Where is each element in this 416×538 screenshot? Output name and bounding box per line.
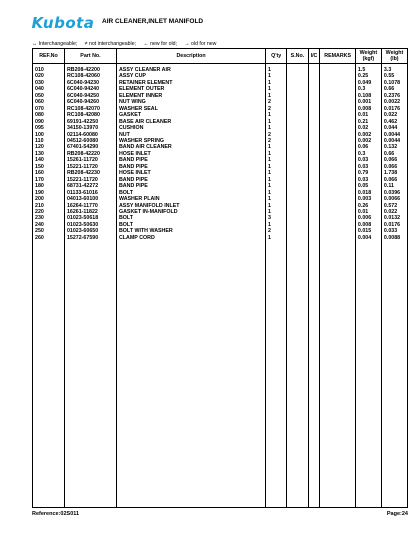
weight-kg-cell: 0.03 — [355, 177, 381, 183]
part-number-cell: 15221-11720 — [64, 177, 116, 183]
part-number-cell: RB208-42220 — [64, 151, 116, 157]
part-number-cell: 6C040-94240 — [64, 86, 116, 92]
ref-cell: 095 — [33, 125, 65, 131]
description-cell: ELEMENT OUTER — [116, 86, 265, 92]
qty-cell: 1 — [266, 209, 287, 215]
col-header-weight-lb: Weight (lb) — [381, 49, 407, 64]
weight-kg-cell: 0.03 — [355, 157, 381, 163]
ref-cell: 170 — [33, 177, 65, 183]
weight-lb-cell: 0.0396 — [381, 190, 407, 196]
part-number-cell: 16264-11770 — [64, 203, 116, 209]
weight-kg-cell: 0.004 — [355, 235, 381, 241]
part-number-cell: 04512-60080 — [64, 138, 116, 144]
qty-cell: 1 — [266, 203, 287, 209]
description-cell: GASKET — [116, 112, 265, 118]
description-cell: BOLT WITH WASHER — [116, 228, 265, 234]
ref-cell: 220 — [33, 209, 65, 215]
weight-lb-cell: 0.132 — [381, 144, 407, 150]
weight-kg-cell: 0.79 — [355, 170, 381, 176]
part-number-cell: 15261-11720 — [64, 157, 116, 163]
legend-old-for-new: → old for new — [184, 41, 217, 47]
qty-cell: 1 — [266, 170, 287, 176]
weight-kg-cell: 0.03 — [355, 164, 381, 170]
part-number-cell: 6C040-94250 — [64, 93, 116, 99]
qty-cell: 1 — [266, 183, 287, 189]
weight-kg-cell: 0.006 — [355, 215, 381, 221]
weight-lb-cell: 3.3 — [381, 67, 407, 73]
ref-cell: 160 — [33, 170, 65, 176]
weight-lb-cell: 0.066 — [381, 177, 407, 183]
weight-kg-cell: 0.3 — [355, 86, 381, 92]
qty-cell: 1 — [266, 86, 287, 92]
description-cell: RETAINER ELEMENT — [116, 80, 265, 86]
description-cell: CLAMP CORD — [116, 235, 265, 241]
weight-lb-cell: 0.11 — [381, 183, 407, 189]
weight-kg-cell: 0.002 — [355, 138, 381, 144]
table-header-row — [33, 49, 408, 64]
qty-cell: 2 — [266, 228, 287, 234]
weight-lb-cell: 0.0176 — [381, 222, 407, 228]
ref-cell: 200 — [33, 196, 65, 202]
legend-interchangeable: ↔ Interchangeable; — [32, 41, 78, 47]
qty-cell: 1 — [266, 196, 287, 202]
description-cell: BAND PIPE — [116, 164, 265, 170]
weight-lb-cell: 0.0022 — [381, 99, 407, 105]
weight-lb-cell: 0.022 — [381, 112, 407, 118]
weight-lb-cell: 0.033 — [381, 228, 407, 234]
qty-cell: 1 — [266, 80, 287, 86]
weight-lb-cell: 0.066 — [381, 164, 407, 170]
description-cell: BAND PIPE — [116, 183, 265, 189]
part-number-cell: 04013-60100 — [64, 196, 116, 202]
weight-kg-cell: 0.02 — [355, 125, 381, 131]
weight-kg-cell: 0.018 — [355, 190, 381, 196]
qty-cell: 1 — [266, 119, 287, 125]
page-header — [32, 14, 392, 34]
part-number-cell: RB208-42230 — [64, 170, 116, 176]
weight-kg-cell: 0.002 — [355, 132, 381, 138]
description-cell: BASE AIR CLEANER — [116, 119, 265, 125]
legend-new-for-old: ← new for old; — [143, 41, 177, 47]
description-cell: BOLT — [116, 190, 265, 196]
description-cell: ASSY CUP — [116, 73, 265, 79]
part-number-cell: 01023-50630 — [64, 222, 116, 228]
weight-lb-cell: 0.0132 — [381, 215, 407, 221]
reference-number: Reference:02S011 — [32, 511, 80, 517]
part-number-cell: 6C040-94260 — [64, 99, 116, 105]
ref-cell: 180 — [33, 183, 65, 189]
weight-lb-cell: 0.55 — [381, 73, 407, 79]
qty-cell: 1 — [266, 151, 287, 157]
col-header-ic: I/C — [308, 49, 320, 64]
weight-kg-cell: 0.049 — [355, 80, 381, 86]
weight-kg-cell: 0.01 — [355, 112, 381, 118]
weight-kg-cell: 0.05 — [355, 183, 381, 189]
ref-cell: 190 — [33, 190, 65, 196]
ref-cell: 110 — [33, 138, 65, 144]
weight-kg-cell: 0.21 — [355, 119, 381, 125]
col-header-remarks: REMARKS — [320, 49, 355, 64]
ref-cell: 230 — [33, 215, 65, 221]
part-number-cell: RC108-42080 — [64, 112, 116, 118]
qty-cell: 1 — [266, 222, 287, 228]
qty-cell: 1 — [266, 157, 287, 163]
qty-cell: 1 — [266, 112, 287, 118]
col-header-part: Part No. — [64, 49, 116, 64]
ref-cell: 120 — [33, 144, 65, 150]
weight-lb-cell: 1.738 — [381, 170, 407, 176]
part-number-cell: 69191-42250 — [64, 119, 116, 125]
ref-cell: 030 — [33, 80, 65, 86]
legend-not-interchangeable: ≠ not interchangeable; — [84, 41, 137, 47]
weight-lb-cell: 0.044 — [381, 125, 407, 131]
weight-kg-cell: 0.003 — [355, 196, 381, 202]
description-cell: BOLT — [116, 215, 265, 221]
qty-cell: 1 — [266, 164, 287, 170]
description-cell: WASHER SEAL — [116, 106, 265, 112]
ref-cell: 260 — [33, 235, 65, 241]
description-cell: BAND AIR CLEANER — [116, 144, 265, 150]
description-cell: NUT — [116, 132, 265, 138]
part-number-cell: 67401-54290 — [64, 144, 116, 150]
weight-kg-cell: 0.015 — [355, 228, 381, 234]
ref-cell: 010 — [33, 67, 65, 73]
description-cell: CUSHION — [116, 125, 265, 131]
ref-cell: 130 — [33, 151, 65, 157]
qty-cell: 1 — [266, 235, 287, 241]
weight-kg-cell: 0.108 — [355, 93, 381, 99]
description-cell: ASSY MANIFOLD INLET — [116, 203, 265, 209]
qty-cell: 1 — [266, 190, 287, 196]
ref-cell: 070 — [33, 106, 65, 112]
qty-cell: 1 — [266, 93, 287, 99]
weight-kg-cell: 0.06 — [355, 144, 381, 150]
description-cell: NUT WING — [116, 99, 265, 105]
col-header-ref: REF.No — [33, 49, 65, 64]
description-cell: ELEMENT INNER — [116, 93, 265, 99]
description-cell: GASKET IN-MANIFOLD — [116, 209, 265, 215]
weight-kg-cell: 0.001 — [355, 99, 381, 105]
weight-lb-cell: 0.0044 — [381, 132, 407, 138]
col-header-qty: Q'ty — [266, 49, 287, 64]
ref-cell: 240 — [33, 222, 65, 228]
description-cell: HOSE INLET — [116, 151, 265, 157]
page-title: AIR CLEANER,INLET MANIFOLD — [102, 18, 204, 25]
col-header-serial: S.No. — [287, 49, 308, 64]
weight-lb-cell: 0.572 — [381, 203, 407, 209]
part-number-cell: 01133-61016 — [64, 190, 116, 196]
weight-lb-cell: 0.66 — [381, 86, 407, 92]
description-cell: HOSE INLET — [116, 170, 265, 176]
interchangeability-legend — [32, 41, 222, 47]
ref-cell: 100 — [33, 132, 65, 138]
part-number-cell: RC108-42060 — [64, 73, 116, 79]
part-number-cell: 15221-11720 — [64, 164, 116, 170]
description-cell: WASHER SPRING — [116, 138, 265, 144]
ref-cell: 140 — [33, 157, 65, 163]
weight-kg-cell: 0.008 — [355, 106, 381, 112]
part-number-cell: 16261-11822 — [64, 209, 116, 215]
ref-cell: 150 — [33, 164, 65, 170]
qty-cell: 2 — [266, 99, 287, 105]
qty-cell: 1 — [266, 67, 287, 73]
part-number-cell: RC108-42070 — [64, 106, 116, 112]
weight-kg-cell: 0.3 — [355, 151, 381, 157]
weight-kg-cell: 0.25 — [355, 73, 381, 79]
weight-lb-cell: 0.066 — [381, 157, 407, 163]
qty-cell: 1 — [266, 125, 287, 131]
part-number-cell: RB208-42200 — [64, 67, 116, 73]
description-cell: BOLT — [116, 222, 265, 228]
part-number-cell: 68731-42272 — [64, 183, 116, 189]
ref-cell: 210 — [33, 203, 65, 209]
description-cell: ASSY CLEANER AIR — [116, 67, 265, 73]
weight-kg-cell: 0.01 — [355, 209, 381, 215]
part-number-cell: 15272-67590 — [64, 235, 116, 241]
qty-cell: 1 — [266, 144, 287, 150]
weight-lb-cell: 0.0044 — [381, 138, 407, 144]
col-header-weight-kg: Weight (kgf) — [355, 49, 381, 64]
part-number-cell: 34150-13970 — [64, 125, 116, 131]
parts-table-body — [33, 64, 408, 508]
description-cell: WASHER PLAIN — [116, 196, 265, 202]
weight-lb-cell: 0.0066 — [381, 196, 407, 202]
ref-cell: 090 — [33, 119, 65, 125]
ref-cell: 250 — [33, 228, 65, 234]
qty-cell: 1 — [266, 177, 287, 183]
qty-cell: 3 — [266, 215, 287, 221]
col-header-description: Description — [116, 49, 265, 64]
ref-cell: 060 — [33, 99, 65, 105]
table-filler-row — [33, 241, 408, 507]
weight-kg-cell: 1.5 — [355, 67, 381, 73]
weight-lb-cell: 0.0176 — [381, 106, 407, 112]
ref-cell: 080 — [33, 112, 65, 118]
page-number: Page:24 — [386, 511, 408, 517]
weight-lb-cell: 0.1078 — [381, 80, 407, 86]
ref-cell: 020 — [33, 73, 65, 79]
weight-lb-cell: 0.2376 — [381, 93, 407, 99]
part-number-cell: 01023-50618 — [64, 215, 116, 221]
part-number-cell: 01023-60650 — [64, 228, 116, 234]
ref-cell: 040 — [33, 86, 65, 92]
part-number-cell: 6C040-94230 — [64, 80, 116, 86]
qty-cell: 2 — [266, 106, 287, 112]
description-cell: BAND PIPE — [116, 177, 265, 183]
ref-cell: 050 — [33, 93, 65, 99]
qty-cell: 1 — [266, 73, 287, 79]
weight-lb-cell: 0.022 — [381, 209, 407, 215]
qty-cell: 2 — [266, 132, 287, 138]
description-cell: BAND PIPE — [116, 157, 265, 163]
weight-lb-cell: 0.0088 — [381, 235, 407, 241]
weight-kg-cell: 0.26 — [355, 203, 381, 209]
qty-cell: 2 — [266, 138, 287, 144]
weight-lb-cell: 0.462 — [381, 119, 407, 125]
kubota-logo: Kubota — [31, 14, 95, 32]
parts-table — [32, 48, 408, 508]
weight-lb-cell: 0.66 — [381, 151, 407, 157]
weight-kg-cell: 0.008 — [355, 222, 381, 228]
part-number-cell: 02114-60080 — [64, 132, 116, 138]
